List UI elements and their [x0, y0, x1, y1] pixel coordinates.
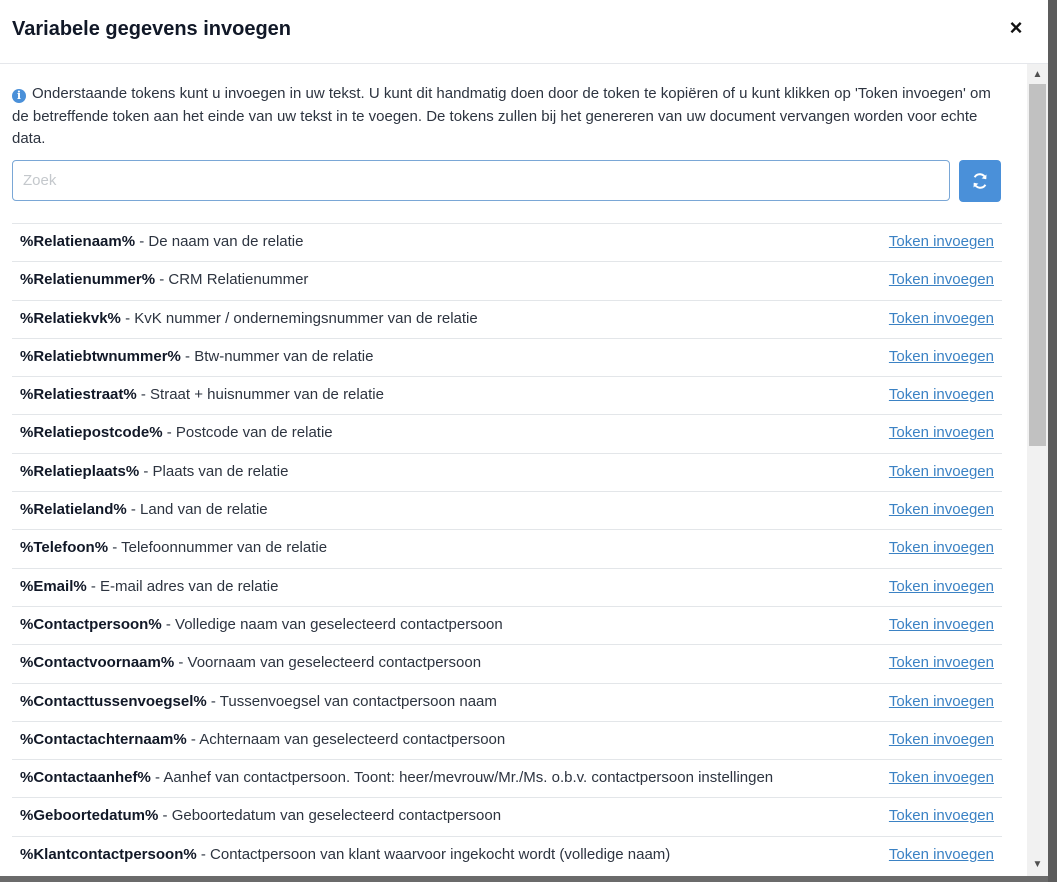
token-desc: - De naam van de relatie: [135, 233, 304, 250]
token-desc: - KvK nummer / ondernemingsnummer van de relatie: [120, 309, 478, 327]
token-name: %Geboortedatum%: [20, 807, 159, 825]
token-desc: - Land van de relatie: [126, 501, 268, 519]
token-row: [12, 721, 1002, 759]
token-name: %Contactvoornaam%: [20, 654, 175, 672]
token-description: [20, 616, 503, 633]
insert-token-link[interactable]: Token invoegen: [888, 271, 994, 289]
insert-token-link[interactable]: Token invoegen: [888, 386, 994, 404]
token-row: [12, 261, 1002, 299]
insert-token-link[interactable]: Token invoegen: [888, 309, 994, 327]
scroll-down-arrow[interactable]: ▼: [1032, 859, 1043, 870]
search-input[interactable]: [12, 160, 950, 201]
insert-token-link[interactable]: Token invoegen: [888, 807, 994, 825]
insert-token-link[interactable]: Token invoegen: [888, 501, 994, 519]
token-name: %Contactaanhef%: [20, 769, 151, 787]
insert-token-link[interactable]: Token invoegen: [888, 462, 994, 480]
insert-token-link[interactable]: Token invoegen: [888, 769, 994, 787]
token-name: %Email%: [20, 577, 87, 595]
insert-token-link[interactable]: Token invoegen: [888, 347, 994, 365]
token-desc: - Aanhef van contactpersoon. Toont: heer/mevrouw/Mr./Ms. o.b.v. contactpersoon instellingen: [150, 769, 774, 787]
info-icon: i: [12, 89, 26, 103]
token-description: [20, 348, 373, 365]
token-description: [20, 846, 670, 863]
token-description: [20, 424, 333, 441]
dialog-body: [0, 64, 1027, 876]
insert-token-link[interactable]: Token invoegen: [888, 539, 994, 557]
insert-token-link[interactable]: Token invoegen: [888, 233, 994, 250]
token-list: [12, 223, 1002, 874]
token-row: [12, 414, 1002, 452]
token-row: [12, 797, 1002, 835]
token-row: [12, 300, 1002, 338]
token-name: %Relatienummer%: [20, 271, 156, 289]
token-row: [12, 606, 1002, 644]
token-desc: - Tussenvoegsel van contactpersoon naam: [206, 692, 497, 710]
scroll-up-arrow[interactable]: ▲: [1032, 69, 1043, 80]
token-desc: - E-mail adres van de relatie: [86, 577, 279, 595]
token-description: [20, 233, 303, 250]
token-description: [20, 769, 773, 786]
vertical-scrollbar[interactable]: [1027, 64, 1048, 876]
info-message: [12, 83, 1002, 151]
dialog-header: [0, 0, 1048, 64]
token-description: [20, 807, 501, 824]
token-description: [20, 310, 478, 327]
close-button[interactable]: ×: [1009, 15, 1023, 40]
page-backdrop: [1048, 0, 1057, 882]
token-name: %Relatiekvk%: [20, 309, 121, 327]
token-description: [20, 501, 268, 518]
insert-token-link[interactable]: Token invoegen: [888, 615, 994, 633]
token-name: %Relatiepostcode%: [20, 424, 163, 442]
scroll-thumb[interactable]: [1029, 84, 1046, 446]
token-row: [12, 491, 1002, 529]
token-desc: - Volledige naam van geselecteerd contactpersoon: [161, 615, 503, 633]
token-desc: - Achternaam van geselecteerd contactpersoon: [186, 730, 506, 748]
token-name: %Klantcontactpersoon%: [20, 845, 197, 863]
token-row: [12, 568, 1002, 606]
token-row: [12, 683, 1002, 721]
token-desc: - Telefoonnummer van de relatie: [108, 539, 328, 557]
dialog-title: Variabele gegevens invoegen: [12, 18, 292, 40]
token-desc: - CRM Relatienummer: [155, 271, 309, 289]
token-description: [20, 731, 505, 748]
token-desc: - Straat + huisnummer van de relatie: [136, 386, 384, 404]
token-desc: - Contactpersoon van klant waarvoor ingekocht wordt (volledige naam): [196, 845, 671, 863]
token-row: [12, 759, 1002, 797]
token-description: [20, 693, 497, 710]
insert-token-link[interactable]: Token invoegen: [888, 845, 994, 863]
token-desc: - Voornaam van geselecteerd contactpersoon: [174, 654, 482, 672]
token-name: %Relatienaam%: [20, 233, 136, 250]
insert-token-link[interactable]: Token invoegen: [888, 730, 994, 748]
token-description: [20, 578, 278, 595]
token-name: %Relatieplaats%: [20, 462, 140, 480]
token-row: [12, 529, 1002, 567]
token-description: [20, 654, 481, 671]
token-row: [12, 376, 1002, 414]
token-name: %Relatiebtwnummer%: [20, 347, 181, 365]
insert-token-link[interactable]: Token invoegen: [888, 577, 994, 595]
token-name: %Contacttussenvoegsel%: [20, 692, 207, 710]
token-name: %Relatieland%: [20, 501, 127, 519]
token-row: [12, 453, 1002, 491]
token-row: [12, 836, 1002, 874]
insert-token-link[interactable]: Token invoegen: [888, 424, 994, 442]
token-desc: - Geboortedatum van geselecteerd contactpersoon: [158, 807, 502, 825]
insert-token-link[interactable]: Token invoegen: [888, 692, 994, 710]
token-description: [20, 386, 384, 403]
search-bar: [12, 160, 1002, 203]
token-desc: - Plaats van de relatie: [139, 462, 289, 480]
token-description: [20, 463, 288, 480]
token-name: %Contactpersoon%: [20, 615, 162, 633]
token-desc: - Btw-nummer van de relatie: [180, 347, 374, 365]
token-row: [12, 223, 1002, 261]
info-text: Onderstaande tokens kunt u invoegen in uw tekst. U kunt dit handmatig doen door de token te kopiëren of u kunt klikken op 'Token invoegen' om de betreffende token aan het einde van uw tekst in te voegen. De tokens zullen bij het genereren van uw document vervangen worden voor echte data.: [12, 85, 991, 147]
refresh-button[interactable]: [959, 160, 1001, 202]
token-row: [12, 338, 1002, 376]
token-desc: - Postcode van de relatie: [162, 424, 333, 442]
token-row: [12, 644, 1002, 682]
refresh-icon: [971, 172, 989, 190]
token-name: %Telefoon%: [20, 539, 109, 557]
token-name: %Relatiestraat%: [20, 386, 137, 404]
token-description: [20, 271, 308, 288]
insert-token-link[interactable]: Token invoegen: [888, 654, 994, 672]
token-name: %Contactachternaam%: [20, 730, 187, 748]
token-description: [20, 539, 327, 556]
